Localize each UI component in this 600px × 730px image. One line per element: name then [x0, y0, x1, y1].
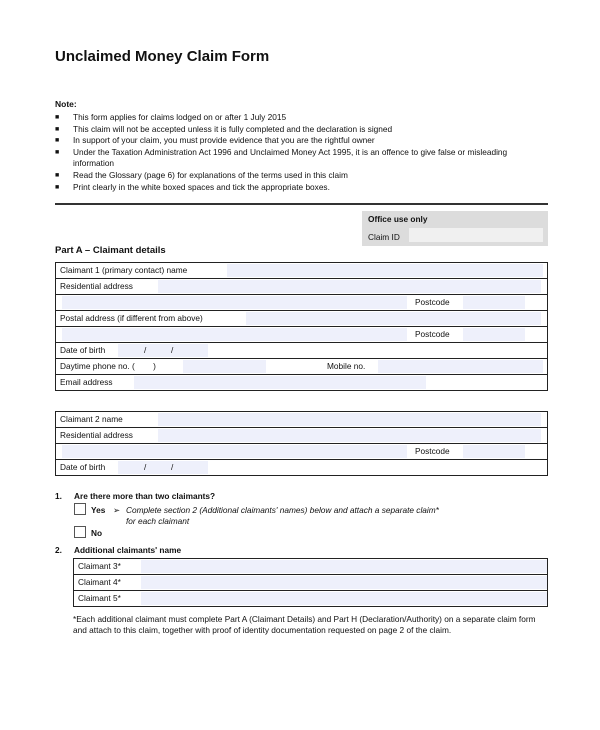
claimant1-name-label: Claimant 1 (primary contact) name [60, 265, 188, 275]
note-item: ■ Under the Taxation Administration Act 1996 and Unclaimed Money Act 1995, it is an offence to give false or misleading information [55, 146, 508, 169]
residential-address-label: Residential address [60, 281, 133, 291]
daytime-phone-label: Daytime phone no. ( ) [60, 361, 156, 371]
bullet-icon: ■ [55, 148, 60, 156]
note-item: ■ Print clearly in the white boxed spaces and tick the appropriate boxes. [55, 181, 330, 192]
claimant4-label: Claimant 4* [78, 577, 121, 587]
email-field[interactable] [134, 376, 426, 389]
residential-address-label: Residential address [60, 430, 133, 440]
bullet-icon: ■ [55, 137, 60, 145]
claimant1-name-field[interactable] [227, 264, 543, 277]
note-list [55, 112, 535, 193]
q1-question: Are there more than two claimants? [74, 491, 216, 501]
dob-field[interactable] [118, 344, 208, 357]
claimant2-address-line2-field[interactable] [62, 445, 407, 458]
claimant2-name-field[interactable] [158, 413, 541, 426]
yes-checkbox[interactable] [74, 503, 86, 515]
daytime-phone-field[interactable] [183, 360, 266, 373]
bullet-icon: ■ [55, 125, 60, 133]
note-item: ■ This claim will not be accepted unless it is fully completed and the declaration is signed [55, 123, 393, 134]
claimant2-table: Claimant 2 name Residential address Postcode Date of birth / / [55, 411, 548, 476]
office-use-heading: Office use only [368, 214, 428, 224]
note-item: ■ In support of your claim, you must provide evidence that you are the rightful owner [55, 135, 375, 146]
postcode-label: Postcode [415, 446, 450, 456]
postcode-label: Postcode [415, 297, 450, 307]
claimant5-label: Claimant 5* [78, 593, 121, 603]
claimant2-name-label: Claimant 2 name [60, 414, 123, 424]
claimant2-dob-field[interactable] [118, 461, 208, 474]
bullet-icon: ■ [55, 171, 60, 179]
arrow-icon: ➢ [113, 505, 120, 515]
claim-id-field[interactable] [409, 228, 543, 242]
mobile-label: Mobile no. [327, 361, 366, 371]
divider [55, 203, 548, 205]
postal-address-label: Postal address (if different from above) [60, 313, 203, 323]
claimant1-table: Claimant 1 (primary contact) name Residential address Postcode Postal address (if different from above) Postcode Date of birth / / Daytime phone no. ( ) Mobile no. Email address [55, 262, 548, 391]
bullet-icon: ■ [55, 183, 60, 191]
claimant4-field[interactable] [141, 576, 547, 589]
q1-number: 1. [55, 491, 62, 501]
postal-address-line2-field[interactable] [62, 328, 407, 341]
yes-note: Complete section 2 (Additional claimants' names) below and attach a separate claim* [126, 505, 439, 515]
postcode-label: Postcode [415, 329, 450, 339]
q2-heading: Additional claimants' name [74, 545, 182, 555]
yes-label: Yes [91, 505, 106, 515]
dob-label: Date of birth [60, 345, 106, 355]
mobile-field[interactable] [378, 360, 543, 373]
page-title: Unclaimed Money Claim Form [55, 48, 270, 65]
no-label: No [91, 528, 103, 538]
q2-number: 2. [55, 545, 62, 555]
part-a-heading: Part A – Claimant details [55, 245, 166, 256]
additional-claimants-table [73, 558, 548, 607]
claimant5-field[interactable] [141, 592, 547, 605]
claimant2-address-field[interactable] [158, 429, 541, 442]
dob-label: Date of birth [60, 462, 106, 472]
footnote: *Each additional claimant must complete Part A (Claimant Details) and Part H (Declaration/Authority) on a separate claim form and attach to this claim, together with proof of identity documentation requested on page 2 of the claim. [73, 614, 536, 635]
no-checkbox[interactable] [74, 526, 86, 538]
claimant3-label: Claimant 3* [78, 561, 121, 571]
claim-id-label: Claim ID [368, 232, 400, 242]
claimant3-field[interactable] [141, 560, 547, 573]
yes-note-line2: for each claimant [126, 516, 190, 526]
claimant2-postcode-field[interactable] [463, 445, 525, 458]
note-heading: Note: [55, 99, 77, 109]
postal-address-field[interactable] [246, 312, 541, 325]
note-item: ■ Read the Glossary (page 6) for explanations of the terms used in this claim [55, 169, 348, 180]
note-item: ■ This form applies for claims lodged on or after 1 July 2015 [55, 112, 287, 122]
residential-address-line2-field[interactable] [62, 296, 407, 309]
email-label: Email address [60, 377, 113, 387]
postcode-field[interactable] [463, 296, 525, 309]
postal-postcode-field[interactable] [463, 328, 525, 341]
office-use-box [362, 211, 548, 246]
bullet-icon: ■ [55, 114, 60, 121]
residential-address-field[interactable] [158, 280, 541, 293]
